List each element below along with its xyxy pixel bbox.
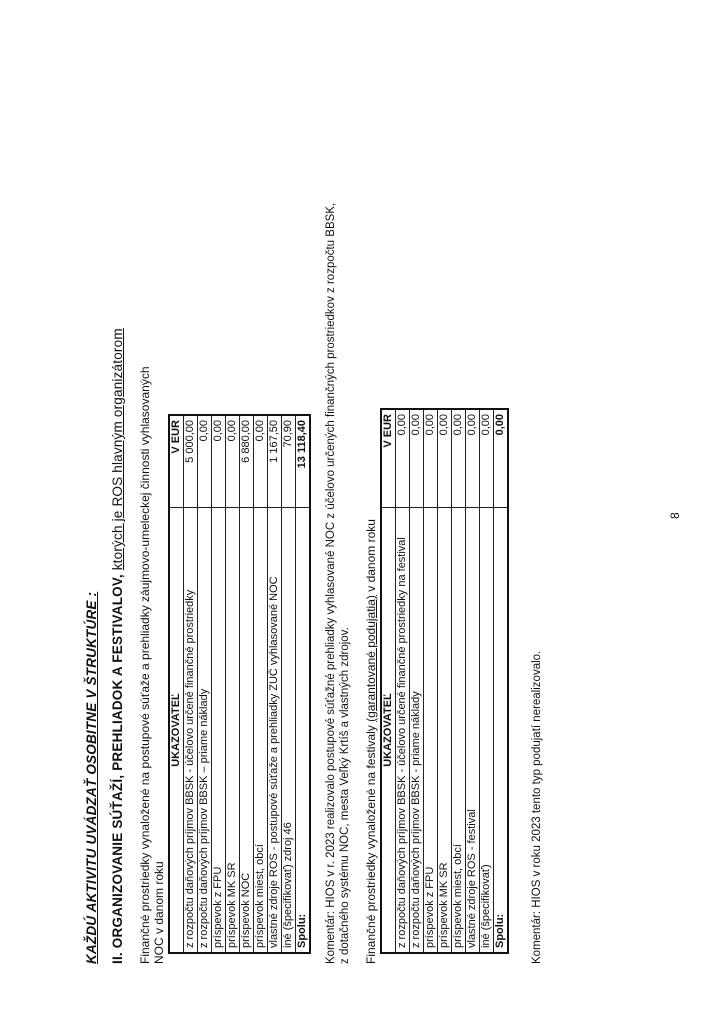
row-value: 0,00 [226,415,240,508]
table-row [480,409,494,953]
row-value: 0,00 [410,409,424,508]
table-total-row [296,415,311,953]
row-value: 0,00 [466,409,480,508]
row-label: z rozpočtu daňových príjmov BBSK - priame náklady [410,508,424,954]
table1-intro [138,367,166,965]
table-row [226,415,240,953]
section-title-main: II. ORGANIZOVANIE SÚŤAŽÍ, PREHLIADOK A FESTIVALOV, [110,574,125,964]
table2-intro-text: Finančné prostriedky vynaložené na festivaly [364,721,378,964]
table-header-row [169,415,184,953]
row-label: vlastné zdroje ROS - festival [466,508,480,954]
column-header-eur: V EUR [381,409,396,508]
column-header-eur: V EUR [169,415,184,508]
table1-comment-line1: Komentár: HIOS v r. 2023 realizovalo postupové súťažné prehliadky vyhlasované NOC z účelovo určených finančných prostriedkov z rozpočtu BBSK, [325,202,337,964]
row-label: príspevok z FPU [212,508,226,954]
row-value: 0,00 [198,415,212,508]
row-value: 0,00 [452,409,466,508]
page-heading: KAŽDÚ AKTIVITU UVÁDZAŤ OSOBITNE V ŠTRUKTÚRE : [84,591,99,964]
section-title-tail: ktorých je ROS hlavným organizátorom [110,328,125,571]
row-value: 0,00 [212,415,226,508]
table2-intro [364,519,378,964]
table1-intro-line1: Finančné prostriedky vynaložené na postupové súťaže a prehliadky záujmovo-umeleckej činnosti vyhlasovaných [138,366,152,964]
row-value: 5 000,00 [184,415,198,508]
table-row [438,409,452,953]
row-label: príspevok MK SR [226,508,240,954]
table-row [410,409,424,953]
row-label: z rozpočtu daňových príjmov BBSK - účelovo určené finančné prostriedky na festival [396,508,410,954]
section-title [110,328,125,964]
table-row [212,415,226,953]
row-label: iné (špecifikovať) zdroj 46 [282,508,296,954]
row-value: 0,00 [396,409,410,508]
row-label: príspevok MK SR [438,508,452,954]
table-header-row [381,409,396,953]
column-header-indicator: UKAZOVATEĽ [169,508,184,954]
total-value: 0,00 [494,409,509,508]
table1-intro-line2: NOC v danom roku [152,861,166,964]
row-label: vlastné zdroje ROS - postupové súťaže a prehliadky ZUČ vyhlasované NOC [268,508,282,954]
table1-comment [324,4,352,964]
row-label: z rozpočtu daňových príjmov BBSK - účelovo určené finančné prostriedky [184,508,198,954]
funding-table-competitions [168,414,311,954]
row-value: 0,00 [254,415,268,508]
table-row [396,409,410,953]
table-row [184,415,198,953]
column-header-indicator: UKAZOVATEĽ [381,508,396,954]
row-label: iné (špecifikovať) [480,508,494,954]
table2-comment: Komentár: HIOS v roku 2023 tento typ podujatí nerealizovalo. [531,650,543,964]
table-row [254,415,268,953]
funding-table-festivals [380,408,509,954]
table-row [198,415,212,953]
row-value: 0,00 [424,409,438,508]
table-row [452,409,466,953]
page-number: 8 [668,512,682,519]
row-label: z rozpočtu daňových príjmov BBSK – priame náklady [198,508,212,954]
table1-comment-line2: z dotačného systému NOC, mesta Veľký Krtíš a vlastných zdrojov. [339,627,351,964]
row-label: príspevok NOC [240,508,254,954]
row-value: 70,90 [282,415,296,508]
table-row [466,409,480,953]
table-row [268,415,282,953]
table-row [282,415,296,953]
table2-intro-underlined: (garantované podujatia) [364,595,378,722]
row-label: príspevok z FPU [424,508,438,954]
row-value: 1 167,50 [268,415,282,508]
table2-intro-end: v danom roku [364,519,378,596]
row-value: 6 880,00 [240,415,254,508]
total-value: 13 118,40 [296,415,311,508]
row-label: príspevok miest, obcí [254,508,268,954]
total-label: Spolu: [296,508,311,954]
total-label: Spolu: [494,508,509,954]
table-row [424,409,438,953]
table-total-row [494,409,509,953]
row-label: príspevok miest, obcí [452,508,466,954]
row-value: 0,00 [480,409,494,508]
row-value: 0,00 [438,409,452,508]
table-row [240,415,254,953]
